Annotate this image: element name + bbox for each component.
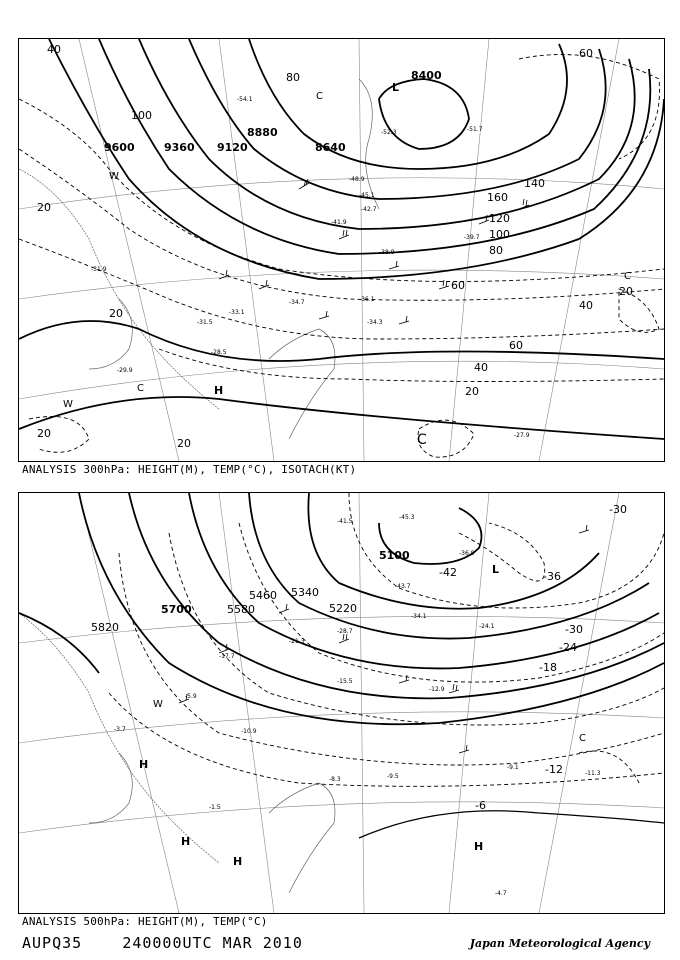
lower-isotherm-label: -24 bbox=[559, 641, 577, 654]
lower-chart-caption: ANALYSIS 500hPa: HEIGHT(M), TEMP(°C) bbox=[22, 915, 268, 928]
upper-height-label: 9600 bbox=[104, 141, 135, 154]
lower-height-label: 5820 bbox=[91, 621, 119, 634]
lower-temp-label: -34.1 bbox=[411, 613, 427, 620]
lower-temp-label: -10.9 bbox=[241, 728, 257, 735]
lower-height-label: 5340 bbox=[291, 586, 319, 599]
lower-temp-label: -9.1 bbox=[507, 764, 519, 771]
lower-chart-500hpa bbox=[18, 492, 665, 914]
warm-center-symbol: W bbox=[153, 699, 163, 710]
upper-isotach-label: 40 bbox=[579, 299, 593, 312]
high-pressure-symbol: H bbox=[181, 835, 191, 848]
upper-temp-label: -45.1 bbox=[359, 192, 375, 199]
upper-height-label: 9120 bbox=[217, 141, 248, 154]
upper-isotach-label: 100 bbox=[489, 228, 510, 241]
valid-time: 240000UTC MAR 2010 bbox=[122, 934, 303, 952]
lower-temp-label: -17.7 bbox=[219, 653, 235, 660]
lower-isotherm-label: -18 bbox=[539, 661, 557, 674]
upper-temp-label: -48.9 bbox=[349, 176, 365, 183]
upper-temp-label: -52.3 bbox=[381, 129, 397, 136]
upper-temp-label: -34.3 bbox=[367, 319, 383, 326]
lower-coastlines bbox=[19, 613, 335, 893]
upper-temp-label: -31.9 bbox=[91, 266, 107, 273]
upper-temp-label: -38.9 bbox=[379, 249, 395, 256]
lower-height-label: 5460 bbox=[249, 589, 277, 602]
cold-center-symbol: C bbox=[137, 383, 144, 394]
lower-height-label: 5700 bbox=[161, 603, 192, 616]
lower-isotherm-label: -6 bbox=[475, 799, 486, 812]
high-pressure-symbol: H bbox=[474, 840, 484, 853]
lower-temp-label: -3.7 bbox=[114, 726, 126, 733]
upper-isotach-label: 20 bbox=[465, 385, 479, 398]
low-pressure-symbol: L bbox=[392, 81, 400, 94]
cold-center-symbol: C bbox=[417, 432, 427, 448]
lower-isotherm-label: -42 bbox=[439, 566, 457, 579]
upper-temp-label: -42.7 bbox=[361, 206, 377, 213]
upper-height-label: 9360 bbox=[164, 141, 195, 154]
lower-minus6-isotherm bbox=[359, 811, 664, 838]
upper-isotach-label: 20 bbox=[109, 307, 123, 320]
upper-temp-label: -31.5 bbox=[197, 319, 213, 326]
upper-isotach-label: 80 bbox=[286, 71, 300, 84]
upper-temp-label: -34.7 bbox=[289, 299, 305, 306]
upper-isotach-label: 120 bbox=[489, 212, 510, 225]
upper-temp-label: -39.7 bbox=[464, 234, 480, 241]
high-pressure-symbol: H bbox=[233, 855, 243, 868]
upper-height-label: 8880 bbox=[247, 126, 278, 139]
lower-temp-label: -11.3 bbox=[585, 770, 601, 777]
lower-temp-label: -21.3 bbox=[289, 638, 305, 645]
lower-temp-label: -4.7 bbox=[495, 890, 507, 897]
high-pressure-symbol: H bbox=[214, 384, 224, 397]
lower-height-label: 5580 bbox=[227, 603, 255, 616]
lower-isotherm-label: -36 bbox=[543, 570, 561, 583]
lower-isotherm-label: -30 bbox=[565, 623, 583, 636]
upper-dashed-contours bbox=[19, 55, 664, 458]
lower-temp-label: -5.9 bbox=[185, 693, 197, 700]
upper-temp-label: -51.7 bbox=[467, 126, 483, 133]
upper-temp-label: -28.5 bbox=[211, 349, 227, 356]
upper-isotach-label: 60 bbox=[451, 279, 465, 292]
lower-temp-label: -8.3 bbox=[329, 776, 341, 783]
warm-center-symbol: W bbox=[109, 171, 119, 182]
cold-center-symbol: C bbox=[316, 91, 323, 102]
lower-temp-label: -43.7 bbox=[395, 583, 411, 590]
upper-isotach-label: 40 bbox=[474, 361, 488, 374]
upper-temp-label: -36.1 bbox=[359, 296, 375, 303]
lower-height-label: 5100 bbox=[379, 549, 410, 562]
lower-graticule bbox=[19, 493, 664, 913]
lower-isotherm-label: -30 bbox=[609, 503, 627, 516]
upper-temp-label: -29.9 bbox=[117, 367, 133, 374]
upper-isotach-label: 60 bbox=[579, 47, 593, 60]
cold-center-symbol: C bbox=[579, 733, 586, 744]
lower-chart-canvas bbox=[19, 493, 664, 913]
upper-isotach-label: 160 bbox=[487, 191, 508, 204]
low-pressure-symbol: L bbox=[492, 563, 500, 576]
upper-isotach-label: 20 bbox=[619, 285, 633, 298]
lower-temp-label: -15.5 bbox=[337, 678, 353, 685]
upper-isotach-label: 20 bbox=[37, 201, 51, 214]
chart-identifier bbox=[22, 934, 303, 952]
upper-temp-label: -54.1 bbox=[237, 96, 253, 103]
agency-credit: Japan Meteorological Agency bbox=[469, 937, 650, 950]
lower-temp-label: -12.9 bbox=[429, 686, 445, 693]
upper-chart-canvas bbox=[19, 39, 664, 461]
upper-isotach-label: 80 bbox=[489, 244, 503, 257]
upper-isotach-label: 140 bbox=[524, 177, 545, 190]
cold-center-symbol: C bbox=[624, 271, 631, 282]
lower-temp-label: -36.9 bbox=[459, 550, 475, 557]
upper-height-contours bbox=[19, 39, 664, 439]
upper-height-label: 8400 bbox=[411, 69, 442, 82]
upper-height-label: 8640 bbox=[315, 141, 346, 154]
warm-center-symbol: W bbox=[63, 399, 73, 410]
upper-isotach-label: 40 bbox=[47, 43, 61, 56]
lower-height-label: 5220 bbox=[329, 602, 357, 615]
upper-isotach-label: 20 bbox=[177, 437, 191, 450]
upper-graticule bbox=[19, 39, 664, 461]
lower-temp-label: -9.5 bbox=[387, 773, 399, 780]
upper-temp-label: -33.1 bbox=[229, 309, 245, 316]
upper-temp-label: -27.9 bbox=[514, 432, 530, 439]
lower-temp-label: -28.7 bbox=[337, 628, 353, 635]
lower-temp-label: -45.3 bbox=[399, 514, 415, 521]
upper-isotach-label: 20 bbox=[37, 427, 51, 440]
chart-code: AUPQ35 bbox=[22, 934, 83, 952]
lower-isotherm-label: -12 bbox=[545, 763, 563, 776]
upper-chart-300hpa bbox=[18, 38, 665, 462]
lower-temp-label: -41.5 bbox=[337, 518, 353, 525]
upper-isotach-label: 100 bbox=[131, 109, 152, 122]
upper-isotach-label: 60 bbox=[509, 339, 523, 352]
high-pressure-symbol: H bbox=[139, 758, 149, 771]
lower-temp-label: -24.1 bbox=[479, 623, 495, 630]
lower-temp-label: -1.5 bbox=[209, 804, 221, 811]
upper-chart-caption: ANALYSIS 300hPa: HEIGHT(M), TEMP(°C), ISOTACH(KT) bbox=[22, 463, 357, 476]
upper-temp-label: -41.9 bbox=[331, 219, 347, 226]
